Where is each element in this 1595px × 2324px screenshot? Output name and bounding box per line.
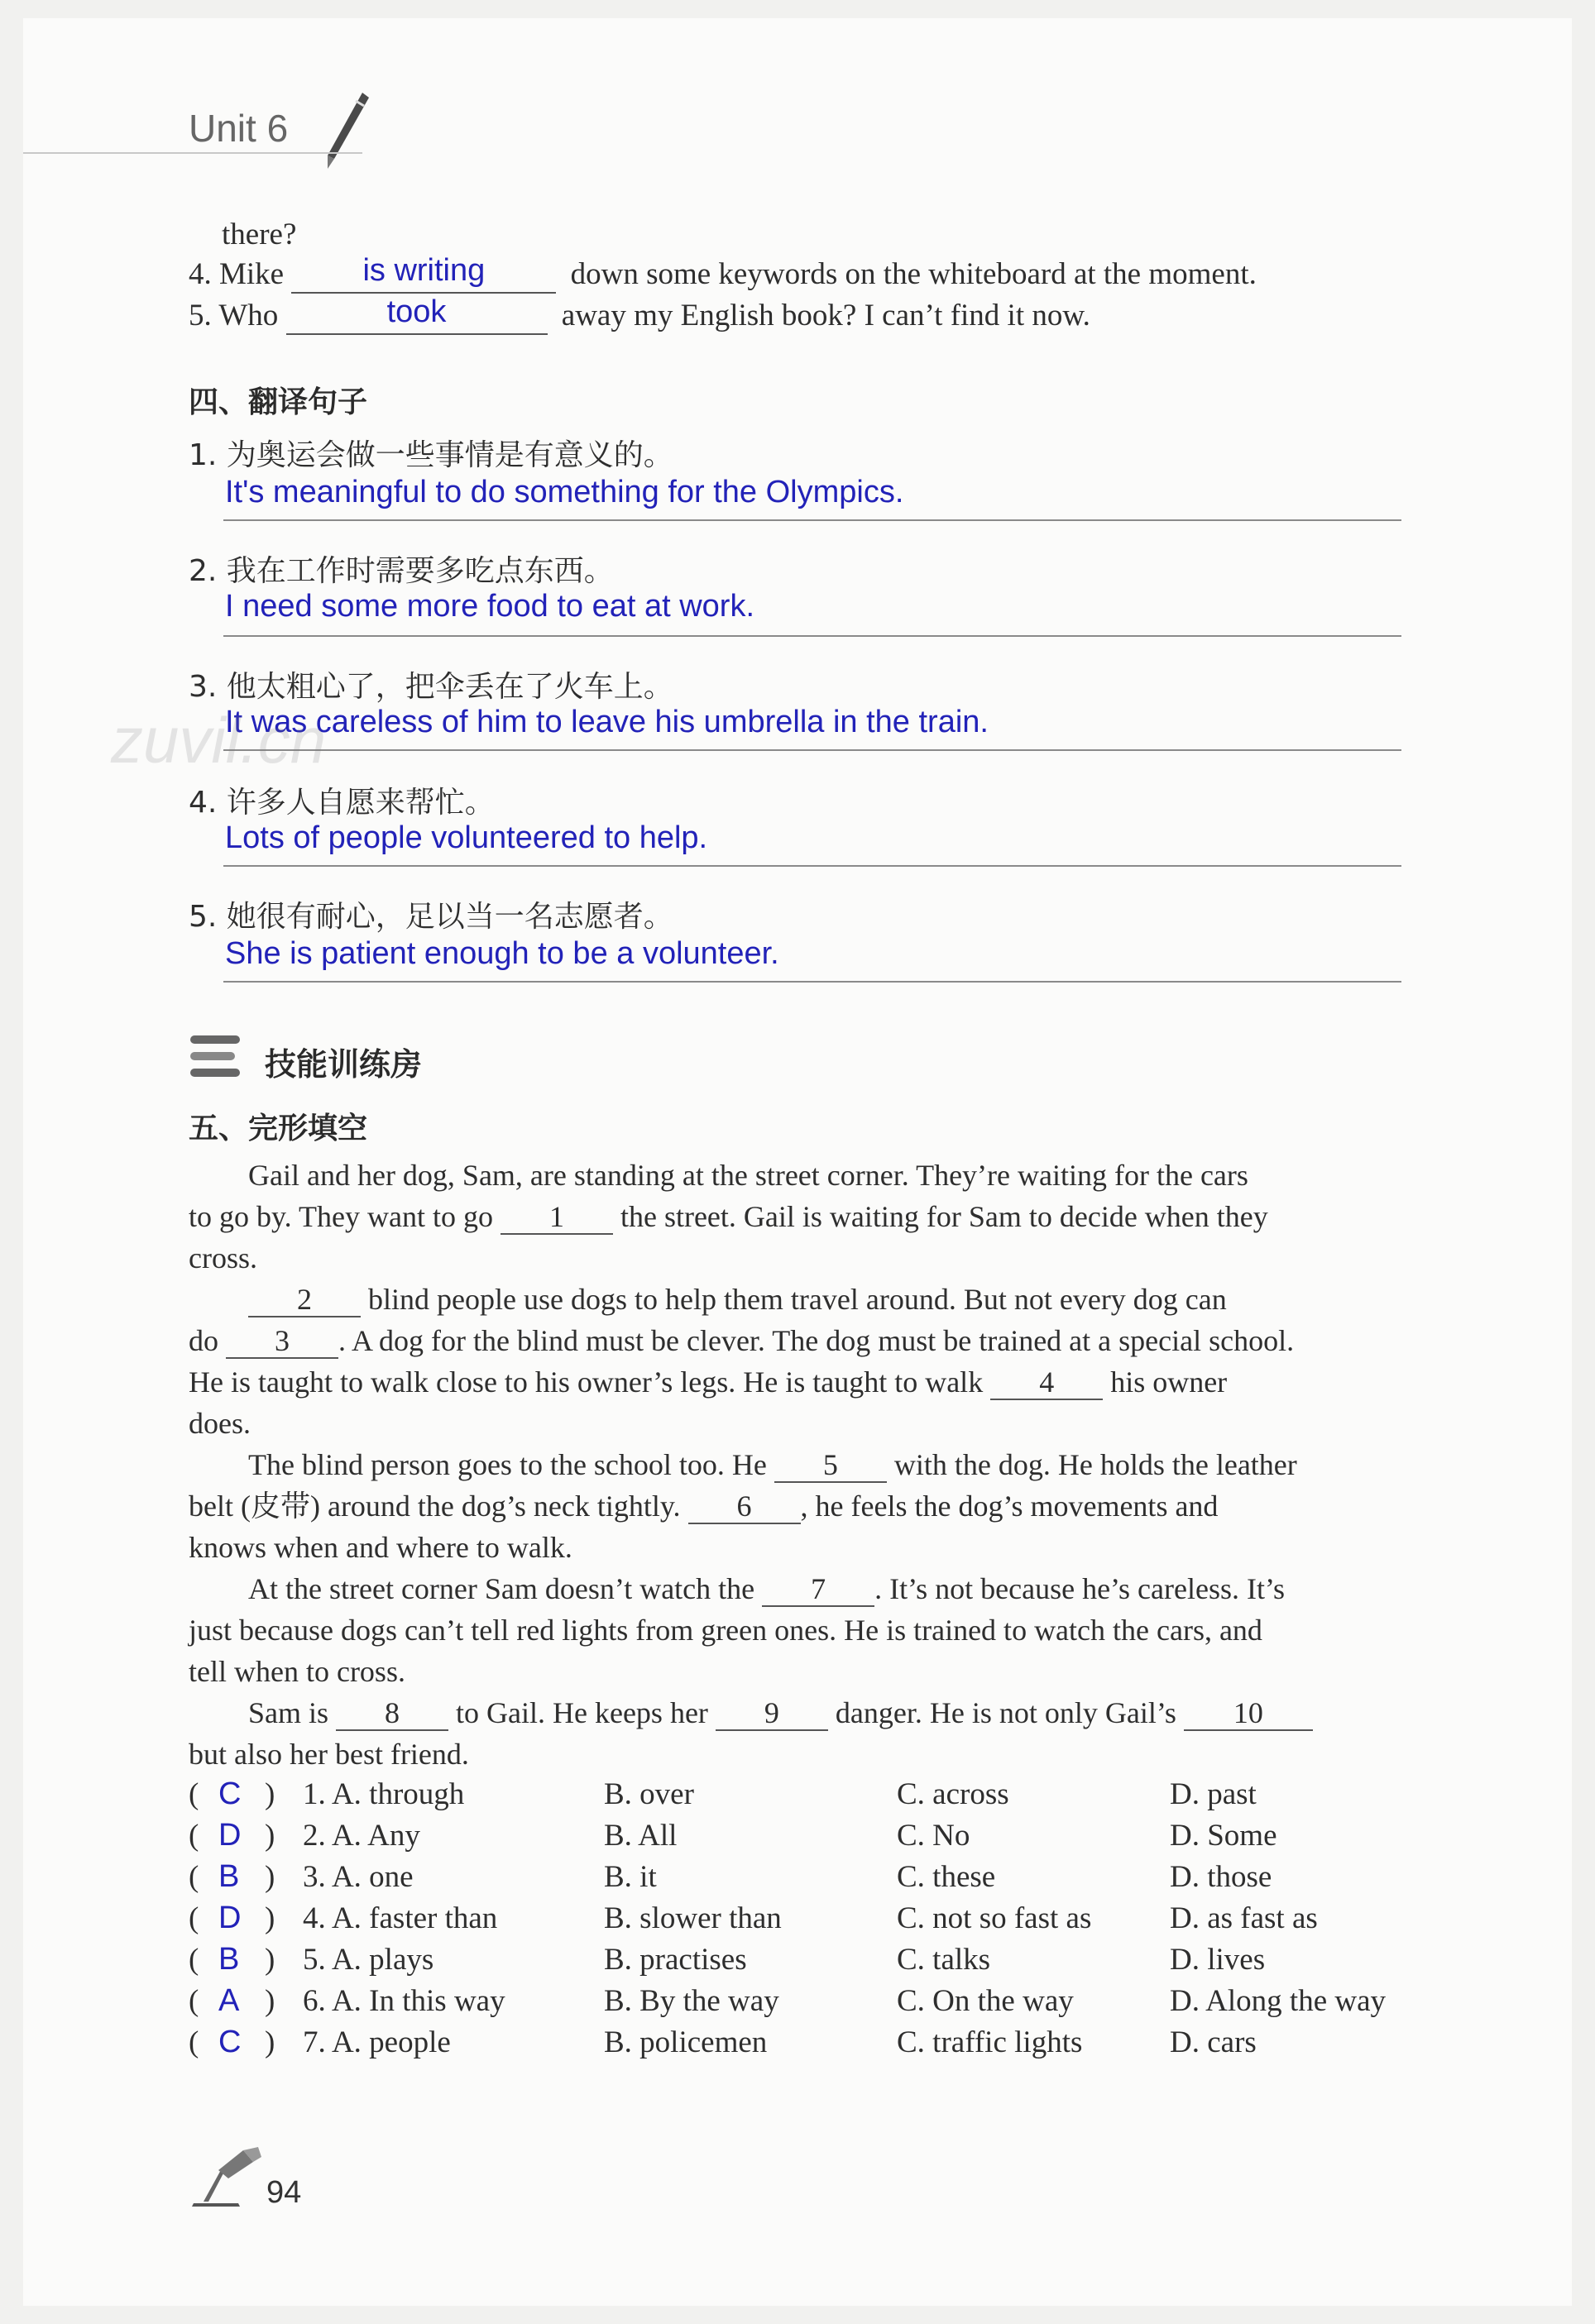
- option-row-5: [189, 1942, 1430, 1983]
- paren-close: ): [265, 1901, 275, 1935]
- paren-close: ): [265, 1777, 275, 1811]
- option-a[interactable]: 1. A. through: [303, 1777, 465, 1811]
- cloze-p4-line3: tell when to cross.: [189, 1655, 405, 1688]
- translate-line-5: [223, 981, 1401, 983]
- option-d[interactable]: D. those: [1170, 1860, 1272, 1894]
- paren-close: ): [265, 2025, 275, 2059]
- option-a[interactable]: 6. A. In this way: [303, 1984, 505, 2018]
- watermark: zuvil.cn: [111, 704, 327, 777]
- q5-rest: away my English book? I can’t find it now.: [561, 299, 1090, 332]
- header-rule: [23, 152, 362, 154]
- translate-a5: She is patient enough to be a volunteer.: [225, 936, 779, 971]
- chosen-answer-7[interactable]: C: [218, 2025, 242, 2059]
- paren-close: ): [265, 1860, 275, 1894]
- option-row-2: [189, 1818, 1430, 1859]
- translate-q4: 4. 许多人自愿来帮忙。: [189, 786, 495, 820]
- skills-title: 技能训练房: [265, 1046, 423, 1083]
- cloze-p2-line3: He is taught to walk close to his owner’s legs. He is taught to walk 4 his owner: [189, 1365, 1228, 1399]
- translate-a2: I need some more food to eat at work.: [225, 589, 755, 624]
- option-row-7: [189, 2025, 1430, 2066]
- option-d[interactable]: D. Along the way: [1170, 1984, 1387, 2018]
- option-a[interactable]: 4. A. faster than: [303, 1901, 498, 1935]
- cloze-p4-line2: just because dogs can’t tell red lights from green ones. He is trained to watch the cars, and: [189, 1614, 1262, 1647]
- option-a[interactable]: 7. A. people: [303, 2025, 451, 2059]
- option-a[interactable]: 5. A. plays: [303, 1943, 434, 1977]
- q5: [189, 294, 1090, 335]
- option-c[interactable]: C. talks: [897, 1943, 991, 1977]
- cloze-p1-line1: Gail and her dog, Sam, are standing at the street corner. They’re waiting for the cars: [248, 1159, 1248, 1192]
- q4-answer: is writing: [362, 253, 486, 288]
- paren-close: ): [265, 1819, 275, 1853]
- cloze-blank-7[interactable]: 7: [762, 1572, 874, 1607]
- translate-line-2: [223, 635, 1401, 637]
- cloze-blank-1[interactable]: 1: [501, 1200, 613, 1235]
- translate-line-3: [223, 749, 1401, 751]
- cloze-p5-line2: but also her best friend.: [189, 1738, 469, 1771]
- section5-title: 五、完形填空: [189, 1112, 368, 1145]
- chosen-answer-1[interactable]: C: [218, 1776, 242, 1811]
- cloze-p5-line1: Sam is 8 to Gail. He keeps her 9 danger. He is not only Gail’s 10: [248, 1692, 1313, 1733]
- cloze-p2-line2: do 3 . A dog for the blind must be clever. The dog must be trained at a special school.: [189, 1324, 1295, 1357]
- option-row-6: [189, 1983, 1430, 2025]
- cloze-p1-line3: cross.: [189, 1241, 257, 1274]
- option-b[interactable]: B. slower than: [604, 1901, 782, 1935]
- cloze-blank-6[interactable]: 6: [688, 1490, 801, 1524]
- chosen-answer-6[interactable]: A: [218, 1983, 240, 2018]
- chosen-answer-2[interactable]: D: [218, 1818, 242, 1853]
- option-b[interactable]: B. it: [604, 1860, 657, 1894]
- option-b[interactable]: B. practises: [604, 1943, 747, 1977]
- chosen-answer-5[interactable]: B: [218, 1942, 240, 1977]
- chosen-answer-3[interactable]: B: [218, 1859, 240, 1894]
- q4-answer-blank[interactable]: [291, 253, 556, 294]
- option-c[interactable]: C. these: [897, 1860, 996, 1894]
- cloze-blank-10[interactable]: 10: [1184, 1696, 1313, 1731]
- translate-a1: It's meaningful to do something for the Olympics.: [225, 475, 904, 509]
- cloze-p1-line2: to go by. They want to go 1 the street. Gail is waiting for Sam to decide when they: [189, 1200, 1268, 1233]
- paren-open: (: [189, 1901, 199, 1935]
- cloze-blank-8[interactable]: 8: [336, 1696, 448, 1731]
- option-row-4: [189, 1901, 1430, 1942]
- option-a[interactable]: 3. A. one: [303, 1860, 414, 1894]
- q5-answer-blank[interactable]: [286, 294, 548, 335]
- paren-open: (: [189, 1943, 199, 1977]
- q4-num: 4. Mike: [189, 257, 285, 291]
- cloze-blank-3[interactable]: 3: [226, 1324, 338, 1359]
- cloze-blank-5[interactable]: 5: [774, 1448, 887, 1483]
- option-row-3: [189, 1859, 1430, 1901]
- option-c[interactable]: C. not so fast as: [897, 1901, 1092, 1935]
- paren-open: (: [189, 1860, 199, 1894]
- option-c[interactable]: C. traffic lights: [897, 2025, 1083, 2059]
- paren-open: (: [189, 1777, 199, 1811]
- translate-q2: 2. 我在工作时需要多吃点东西。: [189, 554, 614, 588]
- page-number: 94: [266, 2175, 302, 2210]
- cloze-blank-2[interactable]: 2: [248, 1283, 361, 1317]
- q3-tail: there?: [222, 218, 297, 251]
- option-c[interactable]: C. No: [897, 1819, 970, 1853]
- cloze-p3-line3: knows when and where to walk.: [189, 1531, 572, 1564]
- option-a[interactable]: 2. A. Any: [303, 1819, 420, 1853]
- section4-title: 四、翻译句子: [189, 385, 368, 419]
- desk-lamp-icon: [189, 2145, 265, 2212]
- option-c[interactable]: C. On the way: [897, 1984, 1074, 2018]
- translate-a4: Lots of people volunteered to help.: [225, 820, 708, 855]
- cloze-p4-line1: At the street corner Sam doesn’t watch the 7 . It’s not because he’s careless. It’s: [248, 1572, 1285, 1605]
- option-d[interactable]: D. cars: [1170, 2025, 1257, 2059]
- cloze-p3-line2: belt (皮带) around the dog’s neck tightly. 6 , he feels the dog’s movements and: [189, 1490, 1219, 1523]
- paren-close: ): [265, 1984, 275, 2018]
- skills-icon: [189, 1034, 243, 1086]
- option-b[interactable]: B. All: [604, 1819, 678, 1853]
- translate-line-4: [223, 865, 1401, 867]
- cloze-blank-4[interactable]: 4: [990, 1365, 1103, 1400]
- option-d[interactable]: D. lives: [1170, 1943, 1266, 1977]
- q5-answer: took: [386, 294, 447, 329]
- option-b[interactable]: B. By the way: [604, 1984, 779, 2018]
- option-d[interactable]: D. as fast as: [1170, 1901, 1318, 1935]
- translate-q1: 1. 为奥运会做一些事情是有意义的。: [189, 438, 673, 472]
- pen-icon: [314, 89, 372, 176]
- q4: [189, 253, 1257, 294]
- option-d[interactable]: D. Some: [1170, 1819, 1277, 1853]
- option-d[interactable]: D. past: [1170, 1777, 1257, 1811]
- chosen-answer-4[interactable]: D: [218, 1901, 242, 1935]
- translate-line-1: [223, 519, 1401, 521]
- q5-num: 5. Who: [189, 299, 279, 332]
- option-row-1: [189, 1776, 1430, 1818]
- cloze-p2-line4: does.: [189, 1407, 251, 1440]
- cloze-p2-line1: 2 blind people use dogs to help them travel around. But not every dog can: [248, 1279, 1227, 1320]
- paren-open: (: [189, 1819, 199, 1853]
- cloze-blank-9[interactable]: 9: [716, 1696, 828, 1731]
- paren-open: (: [189, 1984, 199, 2018]
- translate-q3: 3. 他太粗心了，把伞丢在了火车上。: [189, 670, 673, 704]
- translate-q5: 5. 她很有耐心，足以当一名志愿者。: [189, 900, 673, 934]
- option-b[interactable]: B. policemen: [604, 2025, 768, 2059]
- translate-a3: It was careless of him to leave his umbrella in the train.: [225, 705, 989, 739]
- option-b[interactable]: B. over: [604, 1777, 694, 1811]
- paren-close: ): [265, 1943, 275, 1977]
- paren-open: (: [189, 2025, 199, 2059]
- cloze-p3-line1: The blind person goes to the school too. He 5 with the dog. He holds the leather: [248, 1448, 1297, 1481]
- q4-rest: down some keywords on the whiteboard at the moment.: [570, 257, 1257, 291]
- unit-title: Unit 6: [189, 107, 289, 150]
- option-c[interactable]: C. across: [897, 1777, 1009, 1811]
